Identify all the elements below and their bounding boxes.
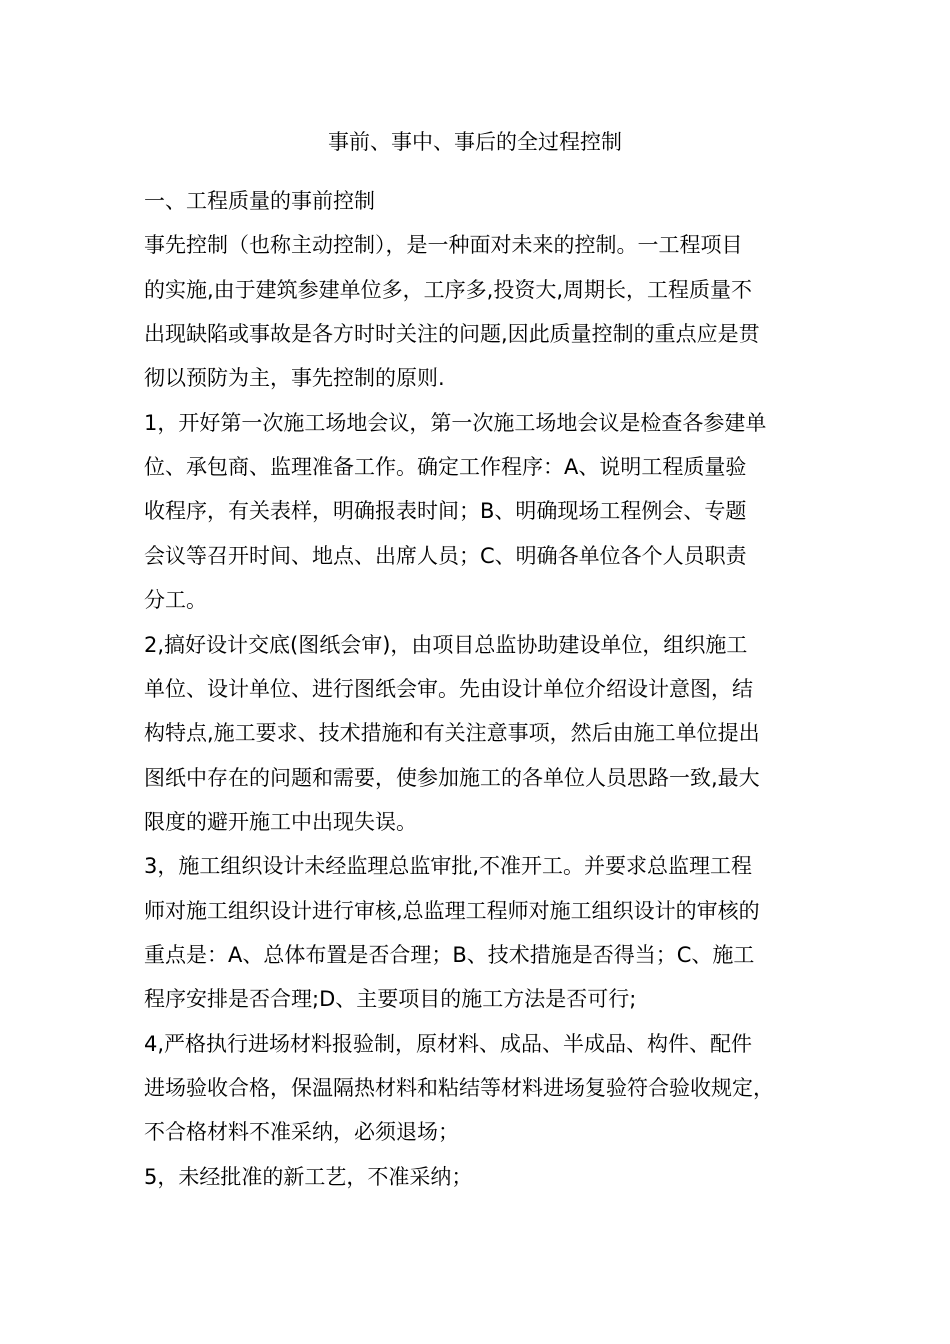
body-line: 程序安排是否合理;D、主要项目的施工方法是否可行; <box>144 987 637 1011</box>
body-line: 3，施工组织设计未经监理总监审批,不准开工。并要求总监理工程 <box>144 854 753 878</box>
body-line: 分工。 <box>144 588 207 612</box>
document-title: 事前、事中、事后的全过程控制 <box>328 130 622 154</box>
body-line: 单位、设计单位、进行图纸会审。先由设计单位介绍设计意图，结 <box>144 677 753 701</box>
body-line: 4,严格执行进场材料报验制，原材料、成品、半成品、构件、配件 <box>144 1032 753 1056</box>
body-line: 收程序，有关表样，明确报表时间；B、明确现场工程例会、专题 <box>144 499 747 523</box>
body-line: 进场验收合格，保温隔热材料和粘结等材料进场复验符合验收规定， <box>144 1076 774 1100</box>
body-line: 事先控制（也称主动控制），是一种面对未来的控制。一工程项目 <box>144 233 743 257</box>
section-heading: 一、工程质量的事前控制 <box>144 189 375 213</box>
body-line: 位、承包商、监理准备工作。确定工作程序：A、说明工程质量验 <box>144 455 747 479</box>
body-line: 2,搞好设计交底(图纸会审)，由项目总监协助建设单位，组织施工 <box>144 633 748 657</box>
body-line: 1，开好第一次施工场地会议，第一次施工场地会议是检查各参建单 <box>144 411 767 435</box>
body-line: 的实施,由于建筑参建单位多，工序多,投资大,周期长，工程质量不 <box>144 278 753 302</box>
body-line: 不合格材料不准采纳，必须退场； <box>144 1120 459 1144</box>
body-line: 构特点,施工要求、技术措施和有关注意事项，然后由施工单位提出 <box>144 721 760 745</box>
body-line: 出现缺陷或事故是各方时时关注的问题,因此质量控制的重点应是贯 <box>144 322 760 346</box>
body-line: 重点是：A、总体布置是否合理；B、技术措施是否得当；C、施工 <box>144 943 755 967</box>
body-line: 限度的避开施工中出现失误。 <box>144 810 417 834</box>
body-line: 5，未经批准的新工艺，不准采纳； <box>144 1165 473 1189</box>
body-line: 会议等召开时间、地点、出席人员；C、明确各单位各个人员职责 <box>144 544 747 568</box>
body-line: 彻以预防为主，事先控制的原则. <box>144 366 445 390</box>
body-line: 图纸中存在的问题和需要，使参加施工的各单位人员思路一致,最大 <box>144 766 760 790</box>
body-line: 师对施工组织设计进行审核,总监理工程师对施工组织设计的审核的 <box>144 899 760 923</box>
